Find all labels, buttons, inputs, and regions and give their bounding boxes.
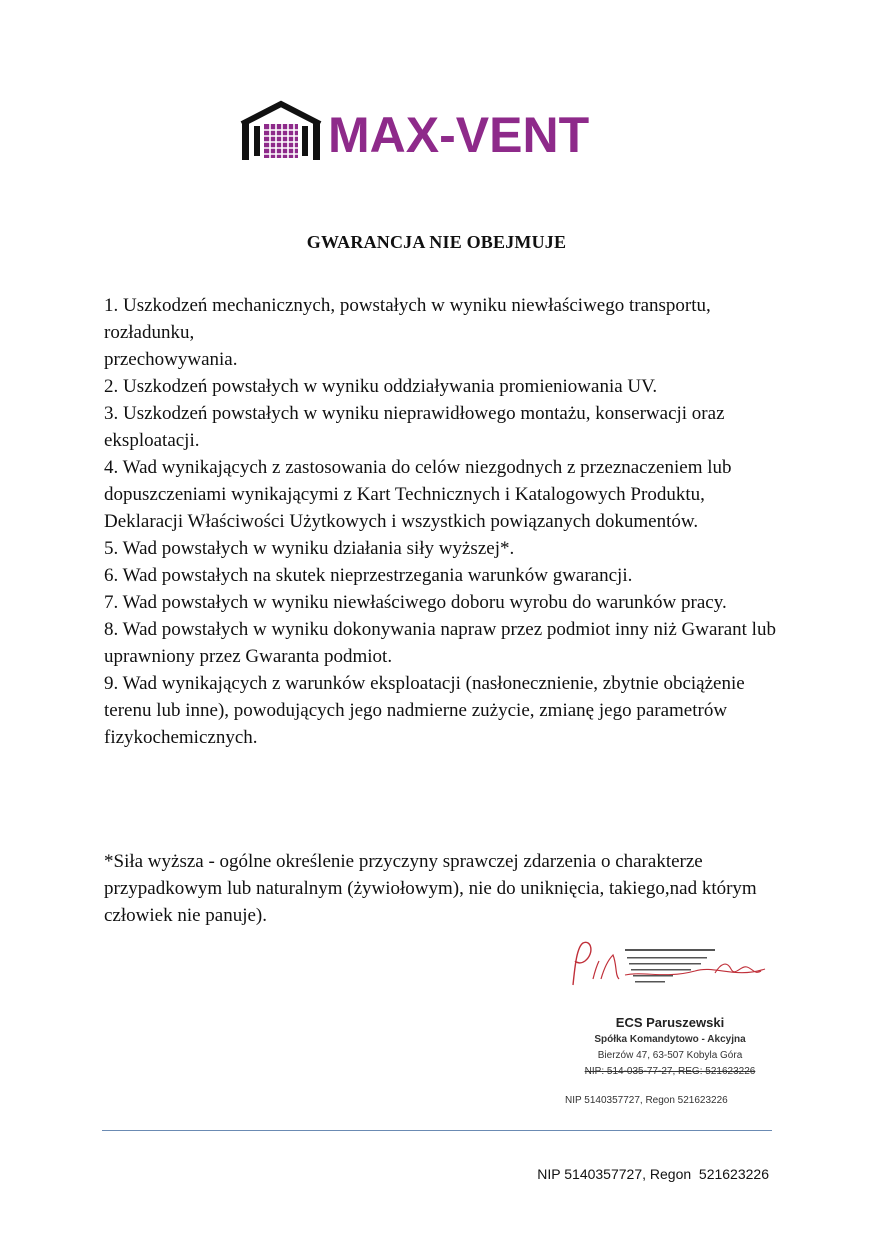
list-item: 9. Wad wynikających z warunków eksploatacji (nasłonecznienie, zbytnie obciążenie terenu lub inne), powodujących jego nadmierne zużycie, zmianę jego parametrów fizykochemicznych. bbox=[104, 673, 745, 748]
house-ventilation-logo-icon bbox=[238, 100, 324, 162]
list-item: 8. Wad powstałych w wyniku dokonywania napraw przez podmiot inny niż Gwarant lub uprawniony przez Gwaranta podmiot. bbox=[104, 619, 776, 667]
footer-divider bbox=[102, 1130, 772, 1131]
company-stamp bbox=[555, 935, 785, 1115]
list-item: przechowywania. bbox=[104, 349, 238, 370]
stamp-registration: NIP: 514-035-77-27, REG: 521623226 bbox=[584, 1066, 756, 1077]
document-title: GWARANCJA NIE OBEJMUJE bbox=[306, 232, 567, 252]
force-majeure-note: *Siła wyższa - ogólne określenie przyczyny sprawczej zdarzenia o charakterze przypadkowym lub naturalnym (żywiołowym), nie do uniknięcia, takiego,nad którym człowiek nie panuje). bbox=[104, 851, 757, 926]
list-item: 5. Wad powstałych w wyniku działania siły wyższej*. bbox=[104, 538, 515, 559]
list-item: 2. Uszkodzeń powstałych w wyniku oddziaływania promieniowania UV. bbox=[104, 376, 658, 397]
list-item: 7. Wad powstałych w wyniku niewłaściwego doboru wyrobu do warunków pracy. bbox=[104, 592, 727, 613]
logo bbox=[238, 100, 638, 164]
footer-nip: NIP 5140357727, Regon 521623226 bbox=[537, 1166, 769, 1182]
stamp-address: Bierzów 47, 63-507 Kobyla Góra bbox=[597, 1050, 743, 1061]
exclusions-list bbox=[104, 292, 784, 751]
list-item: 6. Wad powstałych na skutek nieprzestrzegania warunków gwarancji. bbox=[104, 565, 633, 586]
logo-text: MAX-VENT bbox=[328, 107, 590, 163]
list-item: 1. Uszkodzeń mechanicznych, powstałych w wyniku niewłaściwego transportu, rozładunku, bbox=[104, 295, 711, 343]
list-item: 4. Wad wynikających z zastosowania do celów niezgodnych z przeznaczeniem lub dopuszczeniami wynikającymi z Kart Technicznych i Katalogowych Produktu, Deklaracji Właściwości Użytkowych i wszystkich powiązanych dokumentów. bbox=[104, 457, 732, 532]
stamp-company-type: Spółka Komandytowo - Akcyjna bbox=[594, 1034, 746, 1045]
handwritten-signature bbox=[565, 935, 775, 995]
stamp-nip: NIP 5140357727, Regon 521623226 bbox=[565, 1095, 728, 1106]
list-item: 3. Uszkodzeń powstałych w wyniku nieprawidłowego montażu, konserwacji oraz eksploatacji. bbox=[104, 403, 725, 451]
stamp-company-name: ECS Paruszewski bbox=[615, 1015, 725, 1030]
